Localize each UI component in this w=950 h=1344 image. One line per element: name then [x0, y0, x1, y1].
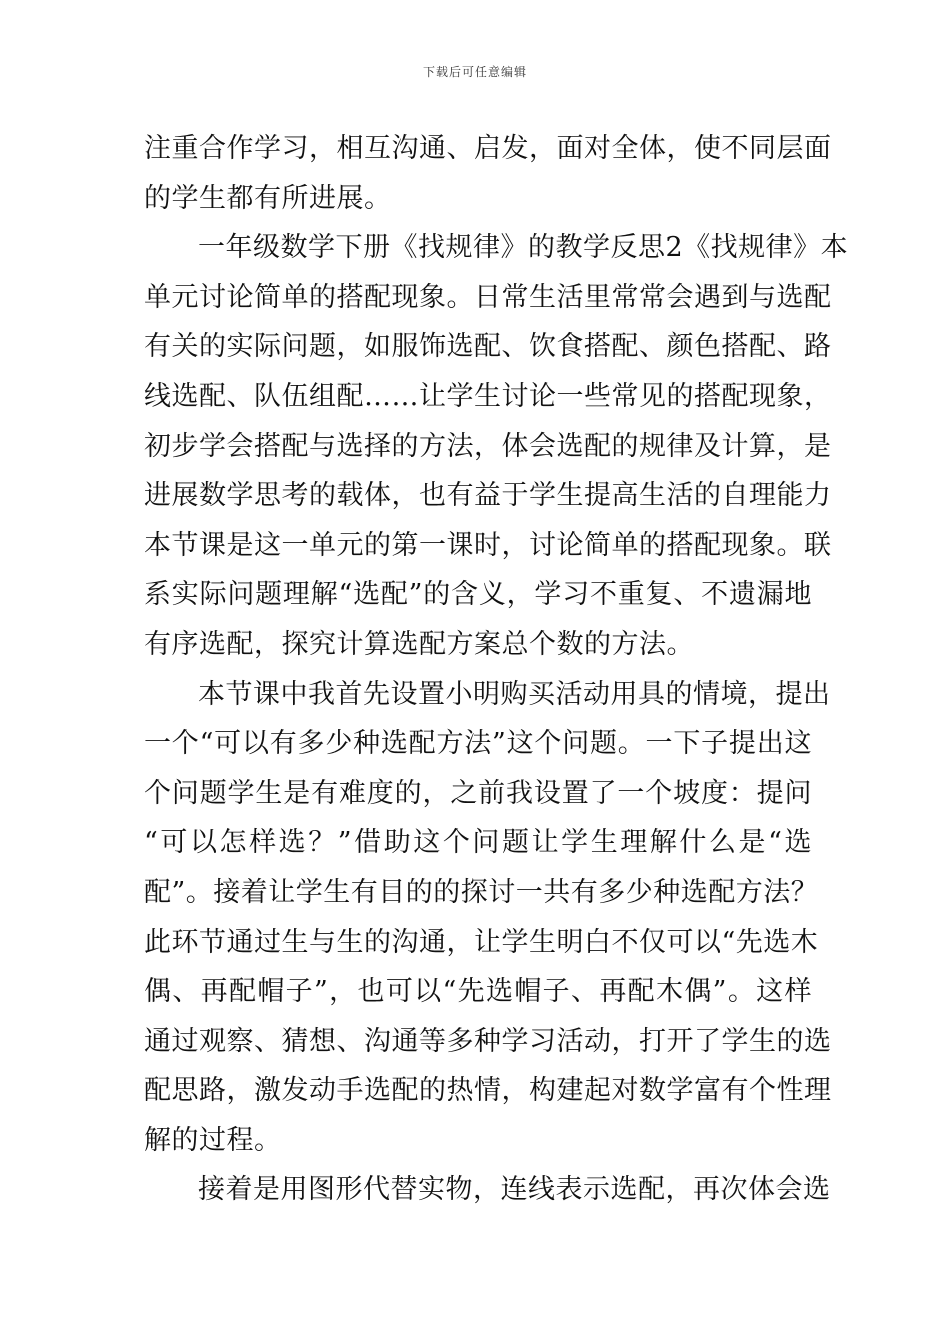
text-line: 配思路，激发动手选配的热情，构建起对数学富有个性理 — [144, 1075, 832, 1107]
text-line: 线选配、队伍组配……让学生讨论一些常见的搭配现象， — [144, 380, 832, 412]
text-line: 本节课是这一单元的第一课时，讨论简单的搭配现象。联 — [144, 529, 832, 561]
text-line: 配”。接着让学生有目的的探讨一共有多少种选配方法？ — [144, 876, 819, 908]
text-line: 注重合作学习，相互沟通、启发，面对全体，使不同层面 — [144, 133, 832, 164]
text-line: “可以怎样选？”借助这个问题让学生理解什么是“选 — [144, 827, 812, 859]
text-line: 初步学会搭配与选择的方法，体会选配的规律及计算，是 — [144, 430, 832, 462]
text-line: 通过观察、猜想、沟通等多种学习活动，打开了学生的选 — [144, 1025, 832, 1057]
text-line: 进展数学思考的载体，也有益于学生提高生活的自理能力 — [144, 480, 832, 512]
text-line: 解的过程。 — [144, 1124, 282, 1156]
text-line: 有序选配，探究计算选配方案总个数的方法。 — [144, 628, 694, 660]
text-line: 偶、再配帽子”，也可以“先选帽子、再配木偶”。这样 — [144, 976, 812, 1008]
page-header: 下载后可任意编辑 — [422, 65, 527, 79]
text-line: 此环节通过生与生的沟通，让学生明白不仅可以“先选木 — [144, 926, 819, 958]
text-line: 的学生都有所进展。 — [144, 182, 392, 214]
text-line: 系实际问题理解“选配”的含义，学习不重复、不遗漏地 — [144, 579, 812, 611]
body-text — [144, 124, 849, 1215]
text-line: 个问题学生是有难度的，之前我设置了一个坡度：提问 — [144, 777, 812, 809]
text-line: 单元讨论简单的搭配现象。日常生活里常常会遇到与选配 — [144, 281, 832, 313]
text-line: 一年级数学下册《找规律》的教学反思2《找规律》本 — [198, 232, 849, 264]
text-line: 本节课中我首先设置小明购买活动用具的情境，提出 — [198, 678, 831, 710]
text-line: 接着是用图形代替实物，连线表示选配，再次体会选 — [198, 1174, 831, 1206]
text-line: 有关的实际问题，如服饰选配、饮食搭配、颜色搭配、路 — [144, 331, 832, 363]
text-line: 一个“可以有多少种选配方法”这个问题。一下子提出这 — [144, 728, 812, 760]
